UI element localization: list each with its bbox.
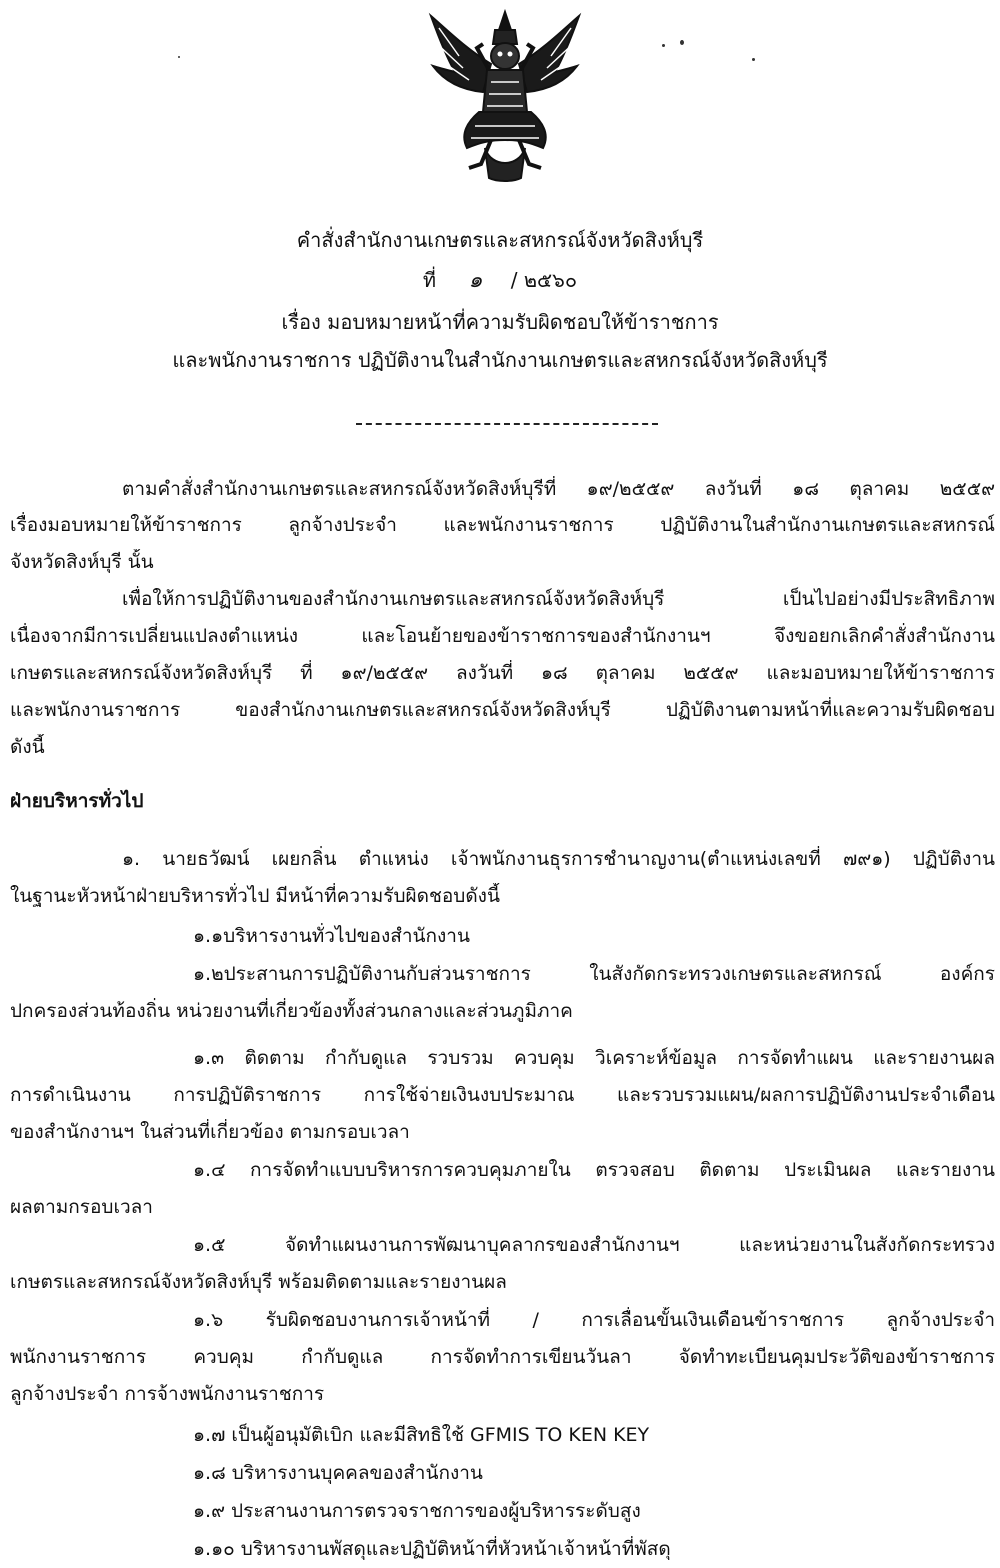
order-subject-line-1: เรื่อง มอบหมายหน้าที่ความรับผิดชอบให้ข้าราชการ — [281, 310, 719, 334]
body-line: จังหวัดสิงห์บุรี นั้น — [10, 551, 154, 573]
body-line: ๑.๑๐ บริหารงานพัสดุและปฏิบัติหน้าที่หัวหน้าเจ้าหน้าที่พัสดุ — [193, 1538, 671, 1560]
body-line: การดำเนินงาน การปฏิบัติราชการ การใช้จ่ายเงินงบประมาณ และรวบรวมแผน/ผลการปฏิบัติงานประจำเดือน — [10, 1084, 995, 1106]
scan-speck — [752, 58, 755, 61]
order-number-label: ที่ — [422, 268, 437, 292]
scan-speck — [680, 40, 684, 45]
header-divider — [356, 423, 658, 425]
body-line: เนื่องจากมีการเปลี่ยนแปลงตำแหน่ง และโอนย้ายของข้าราชการของสำนักงานฯ จึงขอยกเลิกคำสั่งสำนักงาน — [10, 625, 995, 647]
body-line: ๑. นายธวัฒน์ เผยกลิ่น ตำแหน่ง เจ้าพนักงานธุรการชำนาญงาน(ตำแหน่งเลขที่ ๗๙๑) ปฏิบัติงาน — [122, 848, 995, 870]
body-line: พนักงานราชการ ควบคุม กำกับดูแล การจัดทำการเขียนวันลา จัดทำทะเบียนคุมประวัติของข้าราชการ — [10, 1346, 995, 1368]
body-line: เรื่องมอบหมายให้ข้าราชการ ลูกจ้างประจำ และพนักงานราชการ ปฏิบัติงานในสำนักงานเกษตรและสหกรณ์ — [10, 514, 995, 536]
body-line: ของสำนักงานฯ ในส่วนที่เกี่ยวข้อง ตามกรอบเวลา — [10, 1121, 410, 1143]
body-line: ๑.๒ประสานการปฏิบัติงานกับส่วนราชการ ในสังกัดกระทรวงเกษตรและสหกรณ์ องค์กร — [193, 963, 995, 985]
body-line: ในฐานะหัวหน้าฝ่ายบริหารทั่วไป มีหน้าที่ความรับผิดชอบดังนี้ — [10, 885, 500, 907]
section-heading: ฝ่ายบริหารทั่วไป — [10, 790, 144, 812]
body-line: ๑.๓ ติดตาม กำกับดูแล รวบรวม ควบคุม วิเคราะห์ข้อมูล การจัดทำแผน และรายงานผล — [193, 1047, 995, 1069]
body-line: ดังนี้ — [10, 736, 45, 758]
order-number-year: / ๒๕๖๐ — [510, 268, 578, 292]
scan-speck — [662, 44, 665, 47]
body-line: ลูกจ้างประจำ การจ้างพนักงานราชการ — [10, 1383, 325, 1405]
body-line: และพนักงานราชการ ของสำนักงานเกษตรและสหกรณ์จังหวัดสิงห์บุรี ปฏิบัติงานตามหน้าที่และความรับผิดชอบ — [10, 699, 995, 721]
body-line: เกษตรและสหกรณ์จังหวัดสิงห์บุรี ที่ ๑๙/๒๕๕๙ ลงวันที่ ๑๘ ตุลาคม ๒๕๕๙ และมอบหมายให้ข้าราชการ — [10, 662, 995, 684]
body-line: ๑.๑บริหารงานทั่วไปของสำนักงาน — [193, 925, 470, 947]
body-line: ๑.๖ รับผิดชอบงานการเจ้าหน้าที่ / การเลื่อนขั้นเงินเดือนข้าราชการ ลูกจ้างประจำ — [193, 1309, 995, 1331]
body-line: ผลตามกรอบเวลา — [10, 1196, 153, 1218]
body-line: ๑.๙ ประสานงานการตรวจราชการของผู้บริหารระดับสูง — [193, 1500, 641, 1522]
body-line: เกษตรและสหกรณ์จังหวัดสิงห์บุรี พร้อมติดตามและรายงานผล — [10, 1271, 507, 1293]
scan-speck — [178, 56, 180, 58]
garuda-emblem-icon — [425, 8, 585, 184]
body-line: ปกครองส่วนท้องถิ่น หน่วยงานที่เกี่ยวข้องทั้งส่วนกลางและส่วนภูมิภาค — [10, 1000, 573, 1022]
body-line: ตามคำสั่งสำนักงานเกษตรและสหกรณ์จังหวัดสิงห์บุรีที่ ๑๙/๒๕๕๙ ลงวันที่ ๑๘ ตุลาคม ๒๕๕๙ — [122, 478, 995, 500]
body-line: ๑.๕ จัดทำแผนงานการพัฒนาบุคลากรของสำนักงานฯ และหน่วยงานในสังกัดกระทรวง — [193, 1234, 995, 1256]
body-line: ๑.๘ บริหารงานบุคคลของสำนักงาน — [193, 1462, 483, 1484]
body-line: ๑.๔ การจัดทำแบบบริหารการควบคุมภายใน ตรวจสอบ ติดตาม ประเมินผล และรายงาน — [193, 1159, 995, 1181]
order-number-value: ๑ — [468, 268, 483, 293]
body-line: เพื่อให้การปฏิบัติงานของสำนักงานเกษตรและสหกรณ์จังหวัดสิงห์บุรี เป็นไปอย่างมีประสิทธิภาพ — [122, 588, 995, 610]
order-title: คำสั่งสำนักงานเกษตรและสหกรณ์จังหวัดสิงห์บุรี — [296, 228, 704, 252]
order-subject-line-2: และพนักงานราชการ ปฏิบัติงานในสำนักงานเกษตรและสหกรณ์จังหวัดสิงห์บุรี — [172, 348, 828, 372]
body-line: ๑.๗ เป็นผู้อนุมัติเบิก และมีสิทธิใช้ GFMIS TO KEN KEY — [193, 1424, 650, 1446]
order-number-line — [0, 266, 1000, 295]
